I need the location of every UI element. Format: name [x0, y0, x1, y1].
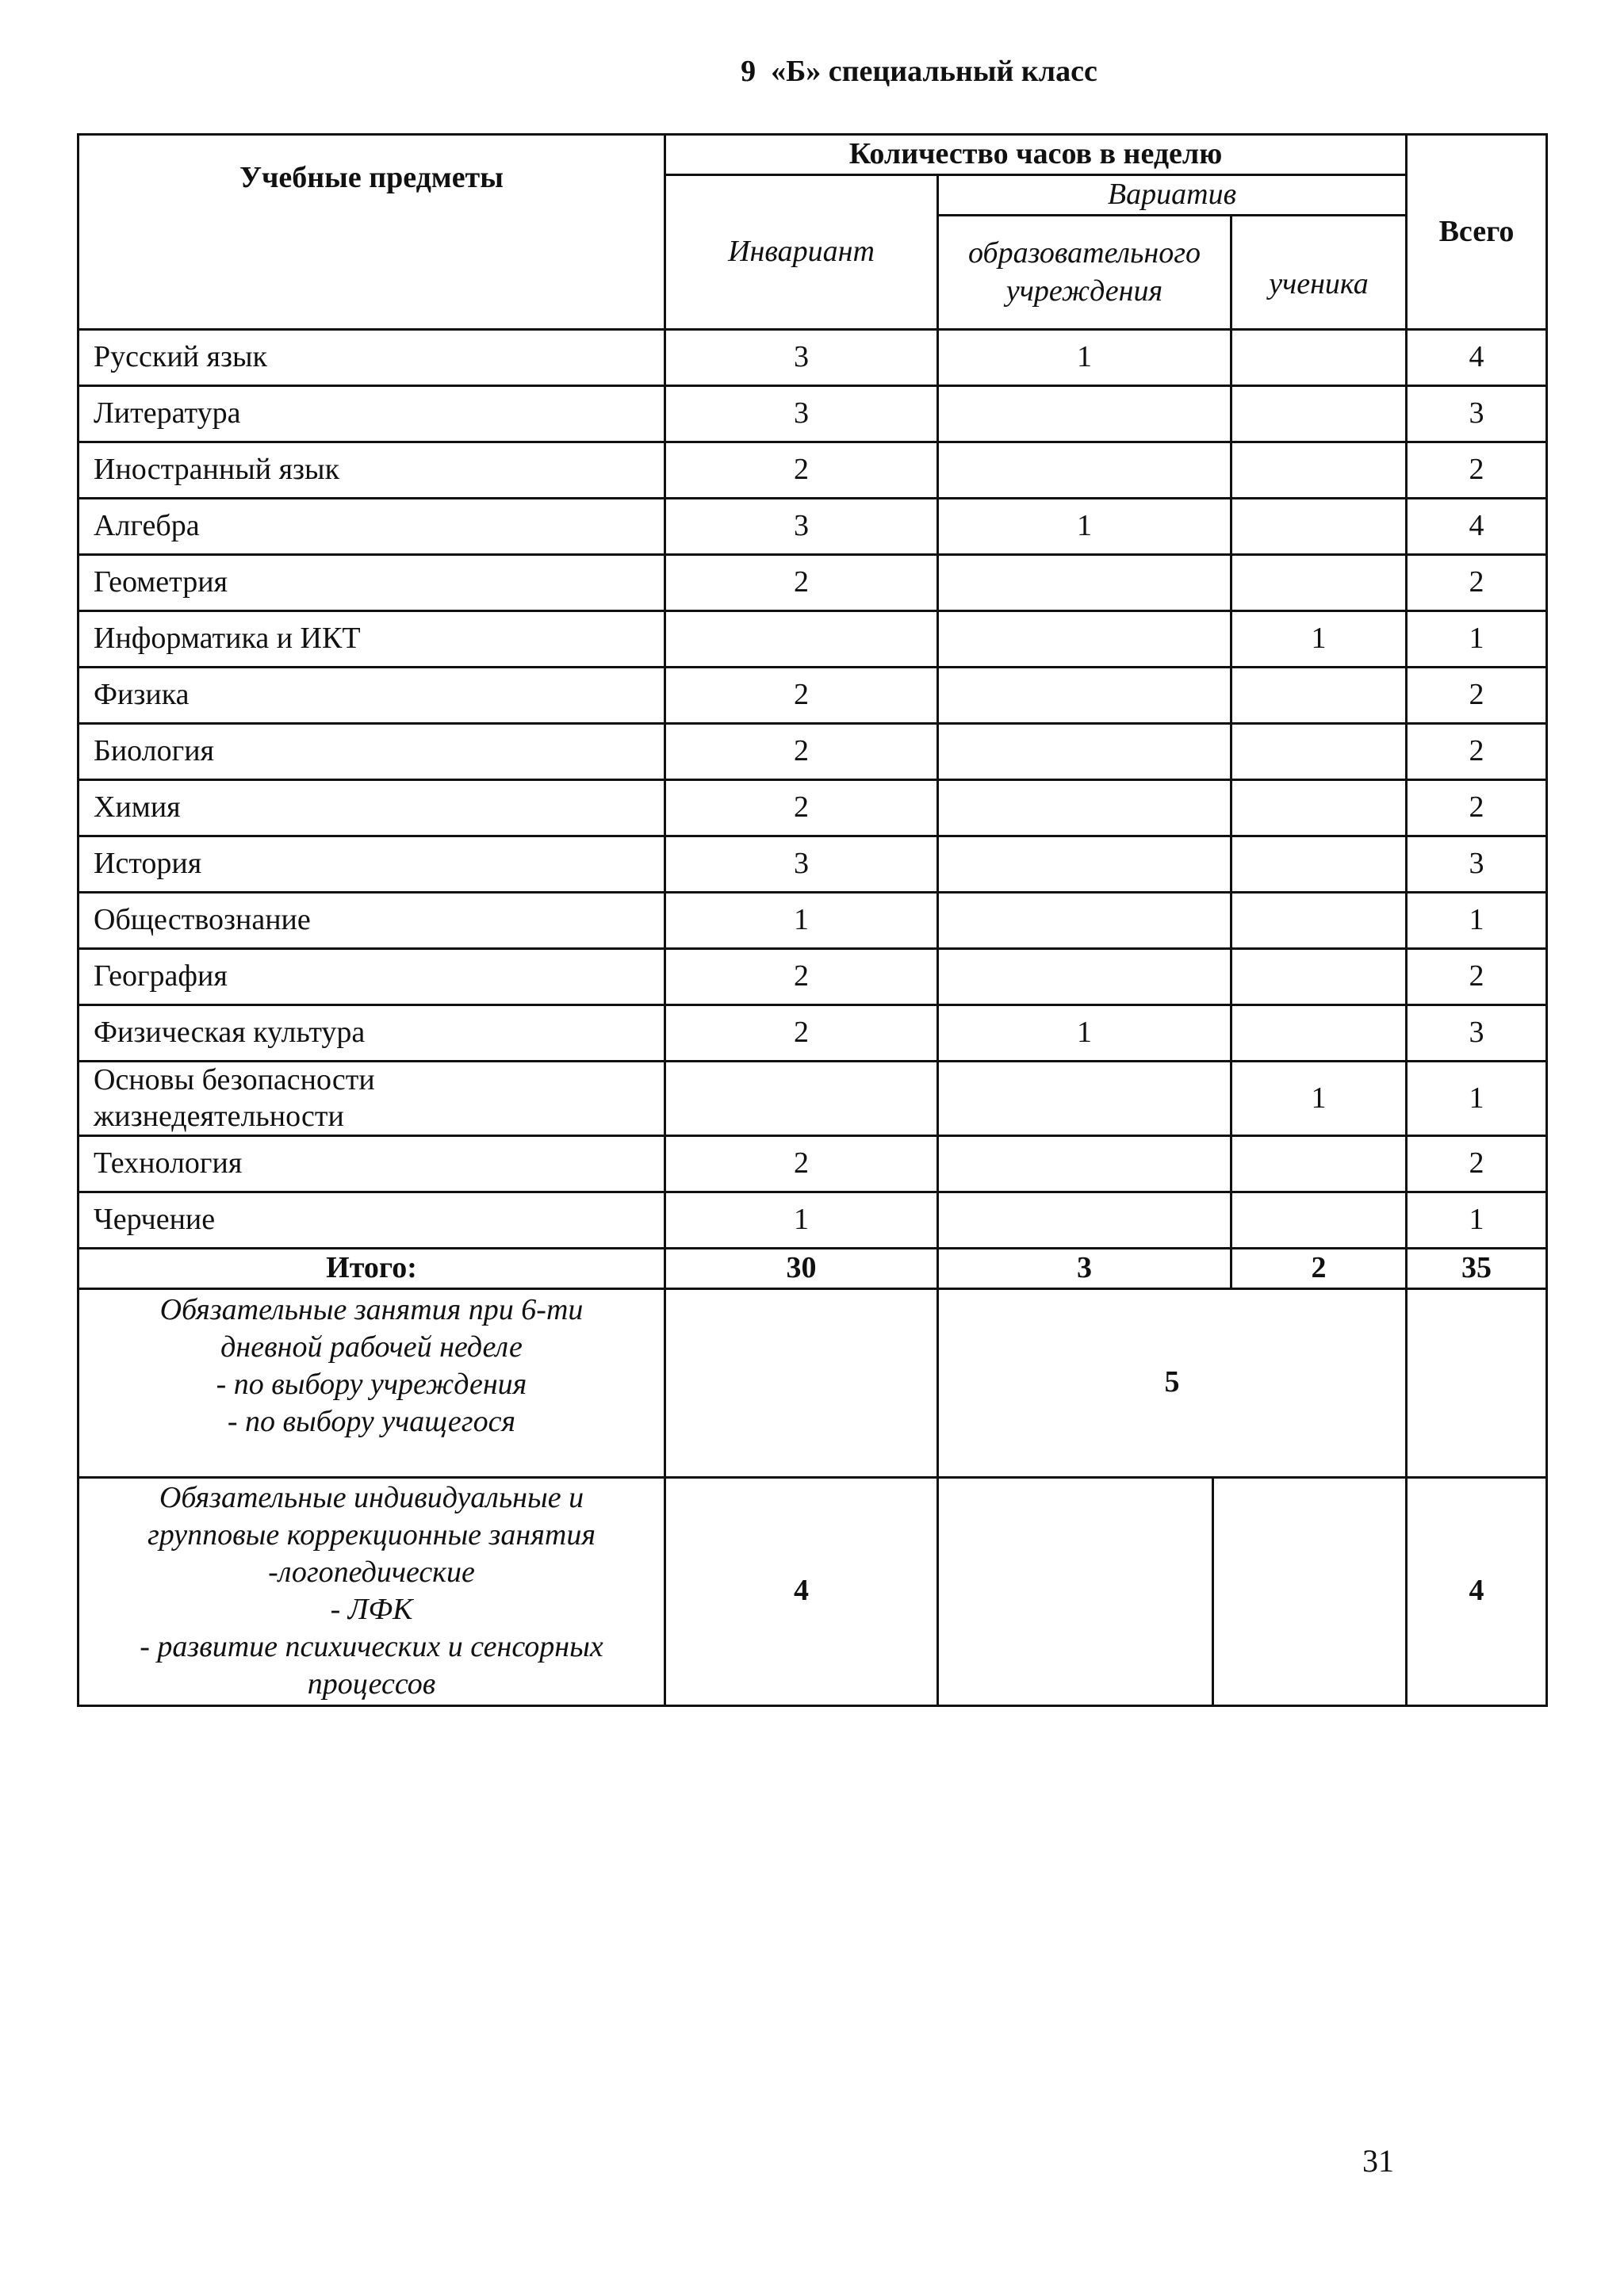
- correctional-line: групповые коррекционные занятия: [147, 1517, 596, 1552]
- student-cell: 1: [1231, 611, 1407, 668]
- student-cell: [1231, 836, 1407, 893]
- student-cell: [1231, 1005, 1407, 1062]
- subject-cell: География: [79, 949, 665, 1005]
- institution-cell: [938, 1062, 1231, 1136]
- subject-cell: Основы безопасности жизнедеятельности: [79, 1062, 665, 1136]
- institution-cell: [938, 724, 1231, 780]
- table-row: [79, 330, 1547, 386]
- invariant-cell: 2: [665, 1136, 938, 1192]
- subject-cell: Литература: [79, 386, 665, 442]
- subject-cell: Алгебра: [79, 499, 665, 555]
- invariant-cell: 2: [665, 724, 938, 780]
- subject-cell: Химия: [79, 780, 665, 836]
- header-institution: образовательного учреждения: [938, 216, 1231, 330]
- mandatory-invariant: [665, 1288, 938, 1477]
- total-cell: 2: [1407, 780, 1547, 836]
- correctional-description: [79, 1477, 665, 1705]
- total-cell: 3: [1407, 386, 1547, 442]
- table-row: [79, 780, 1547, 836]
- student-cell: [1231, 386, 1407, 442]
- table-row: [79, 499, 1547, 555]
- total-cell: 1: [1407, 1062, 1547, 1136]
- table-row: [79, 1062, 1547, 1136]
- curriculum-table: [77, 133, 1548, 1707]
- total-cell: 2: [1407, 724, 1547, 780]
- correctional-variative: [938, 1477, 1407, 1705]
- totals-label: Итого:: [79, 1249, 665, 1289]
- institution-cell: [938, 836, 1231, 893]
- institution-cell: [938, 949, 1231, 1005]
- table-row: [79, 442, 1547, 499]
- student-cell: [1231, 893, 1407, 949]
- table-row: [79, 1005, 1547, 1062]
- correctional-line: -логопедические: [268, 1556, 475, 1590]
- subject-cell: Иностранный язык: [79, 442, 665, 499]
- institution-cell: [938, 386, 1231, 442]
- header-total: Всего: [1407, 135, 1547, 330]
- table-row: [79, 724, 1547, 780]
- total-cell: 2: [1407, 949, 1547, 1005]
- totals-row: [79, 1249, 1547, 1289]
- totals-institution: 3: [938, 1249, 1231, 1289]
- correctional-line: Обязательные индивидуальные и: [159, 1480, 584, 1514]
- correctional-total: 4: [1407, 1477, 1547, 1705]
- header-student: ученика: [1231, 216, 1407, 330]
- page-number: 31: [1362, 2143, 1394, 2179]
- subject-cell: Информатика и ИКТ: [79, 611, 665, 668]
- total-cell: 2: [1407, 555, 1547, 611]
- correctional-line: - развитие психических и сенсорных: [140, 1630, 603, 1664]
- student-cell: 1: [1231, 1062, 1407, 1136]
- page-title: 9 «Б» специальный класс: [741, 55, 1097, 88]
- invariant-cell: 3: [665, 499, 938, 555]
- total-cell: 3: [1407, 836, 1547, 893]
- subject-cell: Черчение: [79, 1192, 665, 1249]
- institution-cell: [938, 668, 1231, 724]
- mandatory-line: дневной рабочей неделе: [220, 1330, 523, 1364]
- student-cell: [1231, 330, 1407, 386]
- institution-cell: [938, 555, 1231, 611]
- totals-student: 2: [1231, 1249, 1407, 1289]
- institution-cell: 1: [938, 499, 1231, 555]
- correctional-invariant: 4: [665, 1477, 938, 1705]
- total-cell: 2: [1407, 442, 1547, 499]
- total-cell: 4: [1407, 330, 1547, 386]
- table-row: [79, 555, 1547, 611]
- invariant-cell: 3: [665, 386, 938, 442]
- invariant-cell: 1: [665, 1192, 938, 1249]
- table-row: [79, 386, 1547, 442]
- subject-cell: Геометрия: [79, 555, 665, 611]
- total-cell: 4: [1407, 499, 1547, 555]
- invariant-cell: [665, 1062, 938, 1136]
- student-cell: [1231, 668, 1407, 724]
- institution-cell: [938, 611, 1231, 668]
- mandatory-line: Обязательные занятия при 6-ти: [159, 1292, 584, 1326]
- correctional-variative-student: [1214, 1479, 1405, 1705]
- student-cell: [1231, 1136, 1407, 1192]
- header-subjects: Учебные предметы: [79, 135, 665, 330]
- subject-cell: Обществознание: [79, 893, 665, 949]
- invariant-cell: 2: [665, 949, 938, 1005]
- institution-cell: 1: [938, 330, 1231, 386]
- invariant-cell: 2: [665, 668, 938, 724]
- mandatory-row: [79, 1288, 1547, 1477]
- table-row: [79, 893, 1547, 949]
- institution-cell: [938, 1136, 1231, 1192]
- total-cell: 2: [1407, 1136, 1547, 1192]
- invariant-cell: 2: [665, 1005, 938, 1062]
- invariant-cell: 2: [665, 780, 938, 836]
- invariant-cell: 1: [665, 893, 938, 949]
- student-cell: [1231, 442, 1407, 499]
- invariant-cell: [665, 611, 938, 668]
- total-cell: 1: [1407, 611, 1547, 668]
- invariant-cell: 2: [665, 555, 938, 611]
- subject-cell: Русский язык: [79, 330, 665, 386]
- header-row-1: [79, 135, 1547, 175]
- correctional-row: [79, 1477, 1547, 1705]
- student-cell: [1231, 724, 1407, 780]
- correctional-line: процессов: [307, 1667, 436, 1701]
- subject-cell: Биология: [79, 724, 665, 780]
- invariant-cell: 3: [665, 330, 938, 386]
- institution-cell: [938, 442, 1231, 499]
- subject-cell: Физическая культура: [79, 1005, 665, 1062]
- institution-cell: [938, 780, 1231, 836]
- student-cell: [1231, 780, 1407, 836]
- mandatory-line: - по выбору учреждения: [216, 1367, 527, 1401]
- institution-cell: 1: [938, 1005, 1231, 1062]
- invariant-cell: 2: [665, 442, 938, 499]
- totals-invariant: 30: [665, 1249, 938, 1289]
- subject-cell: Физика: [79, 668, 665, 724]
- total-cell: 1: [1407, 893, 1547, 949]
- subject-cell: Технология: [79, 1136, 665, 1192]
- student-cell: [1231, 949, 1407, 1005]
- table-row: [79, 836, 1547, 893]
- header-hours-per-week: Количество часов в неделю: [665, 135, 1407, 175]
- mandatory-line: - по выбору учащегося: [227, 1405, 516, 1439]
- student-cell: [1231, 499, 1407, 555]
- table-row: [79, 949, 1547, 1005]
- student-cell: [1231, 555, 1407, 611]
- institution-cell: [938, 893, 1231, 949]
- correctional-line: - ЛФК: [330, 1593, 413, 1627]
- mandatory-total: [1407, 1288, 1547, 1477]
- table-row: [79, 1136, 1547, 1192]
- totals-total: 35: [1407, 1249, 1547, 1289]
- table-row: [79, 611, 1547, 668]
- total-cell: 1: [1407, 1192, 1547, 1249]
- total-cell: 2: [1407, 668, 1547, 724]
- subject-cell: История: [79, 836, 665, 893]
- mandatory-variative: 5: [938, 1288, 1407, 1477]
- invariant-cell: 3: [665, 836, 938, 893]
- table-row: [79, 668, 1547, 724]
- mandatory-description: [79, 1288, 665, 1477]
- total-cell: 3: [1407, 1005, 1547, 1062]
- student-cell: [1231, 1192, 1407, 1249]
- correctional-variative-institution: [939, 1479, 1214, 1705]
- institution-cell: [938, 1192, 1231, 1249]
- table-row: [79, 1192, 1547, 1249]
- header-invariant: Инвариант: [665, 175, 938, 330]
- header-variative: Вариатив: [938, 175, 1407, 216]
